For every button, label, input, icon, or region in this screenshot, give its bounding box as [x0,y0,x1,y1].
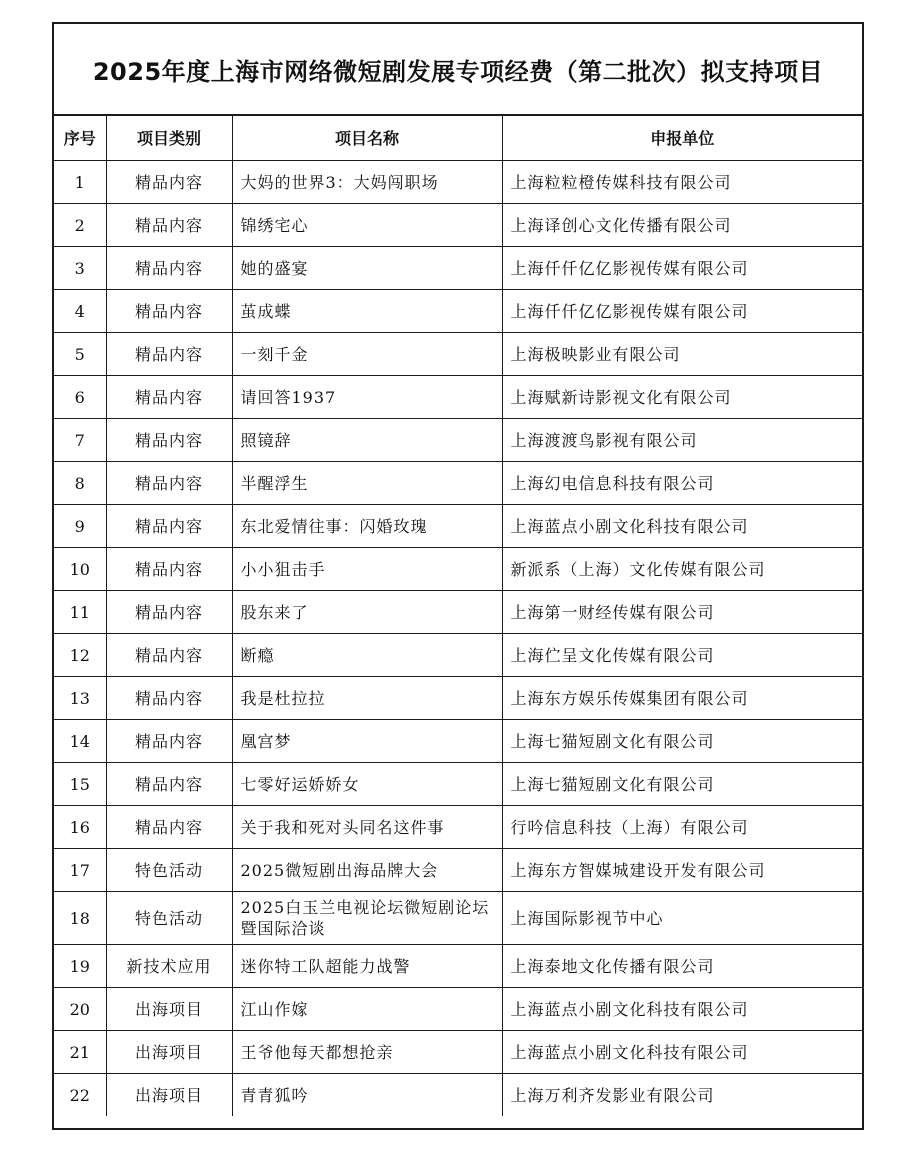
cell-seq: 6 [54,376,106,419]
table-row [54,548,862,591]
cell-category: 精品内容 [106,763,232,806]
cell-seq: 10 [54,548,106,591]
table-row [54,634,862,677]
table-row [54,247,862,290]
cell-category: 精品内容 [106,333,232,376]
cell-applicant-org: 上海泰地文化传播有限公司 [502,945,862,988]
column-header-org: 申报单位 [502,116,862,161]
cell-category: 特色活动 [106,892,232,945]
cell-seq: 19 [54,945,106,988]
cell-project-name: 凰宫梦 [232,720,502,763]
cell-applicant-org: 上海蓝点小剧文化科技有限公司 [502,1031,862,1074]
column-header-category: 项目类别 [106,116,232,161]
table-row [54,505,862,548]
cell-category: 精品内容 [106,677,232,720]
cell-seq: 2 [54,204,106,247]
table-header-row [54,116,862,161]
cell-applicant-org: 上海蓝点小剧文化科技有限公司 [502,505,862,548]
column-header-name: 项目名称 [232,116,502,161]
cell-seq: 15 [54,763,106,806]
cell-seq: 8 [54,462,106,505]
cell-category: 精品内容 [106,634,232,677]
document-title: 2025年度上海市网络微短剧发展专项经费（第二批次）拟支持项目 [54,24,862,116]
cell-project-name: 茧成蝶 [232,290,502,333]
cell-project-name: 迷你特工队超能力战警 [232,945,502,988]
table-row [54,806,862,849]
cell-applicant-org: 新派系（上海）文化传媒有限公司 [502,548,862,591]
cell-applicant-org: 上海粒粒橙传媒科技有限公司 [502,161,862,204]
cell-seq: 18 [54,892,106,945]
cell-applicant-org: 上海蓝点小剧文化科技有限公司 [502,988,862,1031]
cell-applicant-org: 上海赋新诗影视文化有限公司 [502,376,862,419]
cell-applicant-org: 上海东方智媒城建设开发有限公司 [502,849,862,892]
cell-project-name: 断瘾 [232,634,502,677]
cell-project-name: 七零好运娇娇女 [232,763,502,806]
cell-applicant-org: 上海万利齐发影业有限公司 [502,1074,862,1117]
table-row [54,849,862,892]
document-sheet [52,22,864,1130]
cell-project-name: 大妈的世界3：大妈闯职场 [232,161,502,204]
cell-project-name: 我是杜拉拉 [232,677,502,720]
table-row [54,419,862,462]
cell-project-name: 王爷他每天都想抢亲 [232,1031,502,1074]
table-row [54,763,862,806]
table-row [54,161,862,204]
cell-category: 精品内容 [106,505,232,548]
cell-project-name: 2025白玉兰电视论坛微短剧论坛暨国际洽谈 [232,892,502,945]
table-row [54,677,862,720]
cell-applicant-org: 上海仟仟亿亿影视传媒有限公司 [502,290,862,333]
cell-category: 精品内容 [106,290,232,333]
table-row [54,204,862,247]
table-row [54,333,862,376]
cell-applicant-org: 上海国际影视节中心 [502,892,862,945]
cell-category: 特色活动 [106,849,232,892]
cell-seq: 21 [54,1031,106,1074]
cell-project-name: 她的盛宴 [232,247,502,290]
cell-project-name: 半醒浮生 [232,462,502,505]
table-row [54,1031,862,1074]
cell-category: 新技术应用 [106,945,232,988]
table-row [54,462,862,505]
cell-category: 精品内容 [106,247,232,290]
cell-seq: 16 [54,806,106,849]
column-header-seq: 序号 [54,116,106,161]
cell-project-name: 小小狙击手 [232,548,502,591]
cell-applicant-org: 上海渡渡鸟影视有限公司 [502,419,862,462]
cell-category: 精品内容 [106,204,232,247]
table-row [54,591,862,634]
cell-applicant-org: 行吟信息科技（上海）有限公司 [502,806,862,849]
table-body [54,161,862,1117]
cell-category: 精品内容 [106,720,232,763]
cell-seq: 12 [54,634,106,677]
cell-seq: 1 [54,161,106,204]
cell-applicant-org: 上海东方娱乐传媒集团有限公司 [502,677,862,720]
cell-project-name: 请回答1937 [232,376,502,419]
table-row [54,892,862,945]
cell-category: 出海项目 [106,1031,232,1074]
cell-category: 出海项目 [106,988,232,1031]
cell-seq: 13 [54,677,106,720]
cell-seq: 3 [54,247,106,290]
cell-project-name: 东北爱情往事：闪婚玫瑰 [232,505,502,548]
table-row [54,290,862,333]
cell-seq: 7 [54,419,106,462]
cell-seq: 17 [54,849,106,892]
cell-project-name: 江山作嫁 [232,988,502,1031]
table-row [54,988,862,1031]
cell-applicant-org: 上海七猫短剧文化有限公司 [502,763,862,806]
cell-project-name: 股东来了 [232,591,502,634]
cell-category: 精品内容 [106,161,232,204]
cell-seq: 11 [54,591,106,634]
cell-seq: 4 [54,290,106,333]
cell-applicant-org: 上海译创心文化传播有限公司 [502,204,862,247]
cell-applicant-org: 上海幻电信息科技有限公司 [502,462,862,505]
cell-seq: 9 [54,505,106,548]
cell-category: 精品内容 [106,548,232,591]
cell-seq: 22 [54,1074,106,1117]
cell-applicant-org: 上海七猫短剧文化有限公司 [502,720,862,763]
cell-seq: 5 [54,333,106,376]
cell-category: 精品内容 [106,591,232,634]
cell-category: 精品内容 [106,419,232,462]
table-row [54,1074,862,1117]
cell-applicant-org: 上海第一财经传媒有限公司 [502,591,862,634]
cell-seq: 20 [54,988,106,1031]
cell-category: 精品内容 [106,376,232,419]
table-row [54,376,862,419]
cell-category: 精品内容 [106,806,232,849]
cell-category: 精品内容 [106,462,232,505]
cell-project-name: 锦绣宅心 [232,204,502,247]
table-row [54,720,862,763]
cell-project-name: 关于我和死对头同名这件事 [232,806,502,849]
cell-category: 出海项目 [106,1074,232,1117]
table-row [54,945,862,988]
cell-applicant-org: 上海伫呈文化传媒有限公司 [502,634,862,677]
cell-applicant-org: 上海仟仟亿亿影视传媒有限公司 [502,247,862,290]
cell-seq: 14 [54,720,106,763]
cell-project-name: 2025微短剧出海品牌大会 [232,849,502,892]
project-table [54,116,862,1116]
cell-applicant-org: 上海极映影业有限公司 [502,333,862,376]
cell-project-name: 照镜辞 [232,419,502,462]
cell-project-name: 青青狐吟 [232,1074,502,1117]
cell-project-name: 一刻千金 [232,333,502,376]
